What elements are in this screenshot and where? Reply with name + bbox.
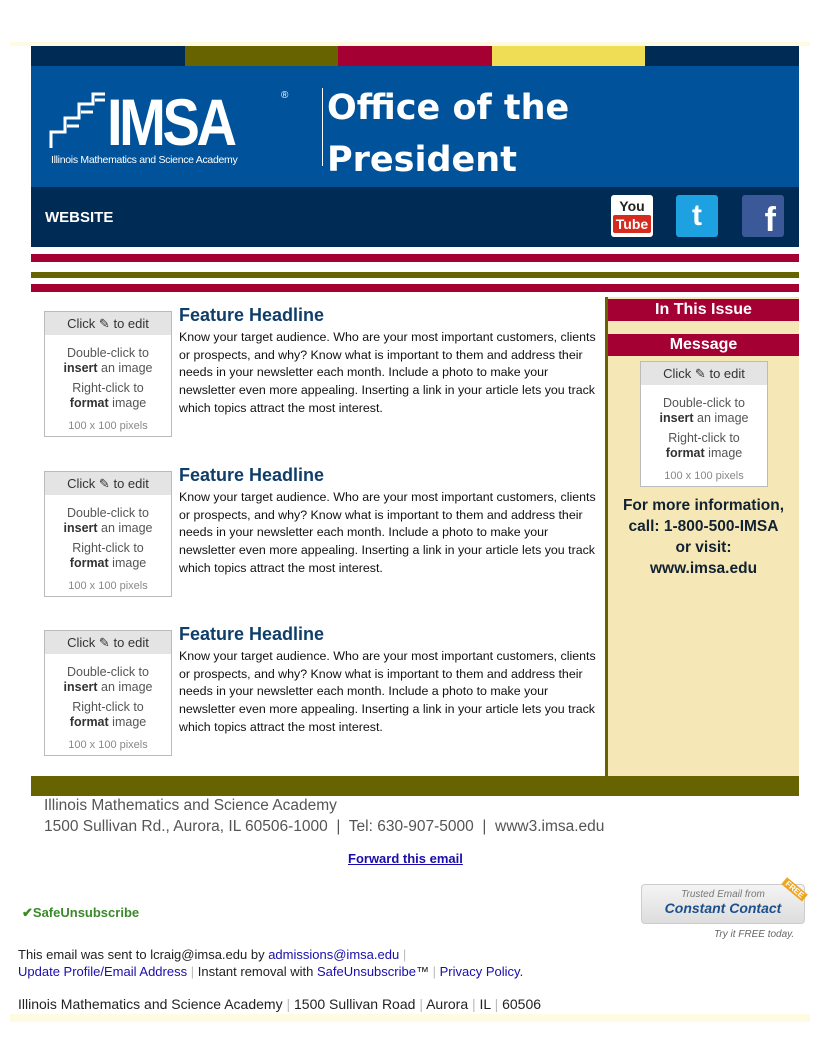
imsa-logo: IMSA ® Illinois Mathematics and Science Academy	[51, 85, 289, 166]
update-profile-link[interactable]: Update Profile/Email Address	[18, 964, 188, 979]
article	[31, 616, 605, 766]
article-headline: Feature Headline	[179, 624, 325, 644]
facebook-icon[interactable]: f	[742, 195, 784, 237]
website-link[interactable]: WEBSITE	[45, 209, 114, 226]
article	[31, 457, 605, 607]
image-placeholder[interactable]: Click ✎ to edit Double-click to insert an image Right-click to format image 100 x 100 pixels	[44, 471, 172, 597]
image-placeholder[interactable]: Click ✎ to edit Double-click to insert an image Right-click to format image 100 x 100 pixels	[44, 630, 172, 756]
header-banner	[31, 66, 799, 187]
postal-address: Illinois Mathematics and Science Academy | 1500 Sullivan Road | Aurora | IL | 60506	[18, 996, 542, 1012]
safeunsubscribe-link[interactable]: SafeUnsubscribe	[316, 964, 416, 979]
twitter-icon[interactable]: t	[676, 195, 718, 237]
divider-stripe	[31, 272, 799, 278]
constant-contact-badge[interactable]: Trusted Email from Constant Contact FREE	[641, 884, 805, 924]
article-body: Know your target audience. Who are your most important customers, clients or prospects, and why? Know what is important to them and address their needs in your newsletter each month. Include a photo to make your newsletter even more appealing. Inserting a link in your article lets you track which topics attract the most interest.	[179, 490, 596, 575]
check-icon: ✔	[22, 905, 33, 920]
edit-icon: ✎	[98, 635, 110, 650]
divider-stripe	[31, 284, 799, 292]
sidebar	[605, 297, 799, 776]
youtube-icon[interactable]: You Tube	[611, 195, 653, 237]
contact-info: For more information, call: 1-800-500-IMSA or visit: www.imsa.edu	[622, 497, 785, 577]
divider	[322, 88, 323, 166]
edit-icon: ✎	[98, 316, 110, 331]
forward-email-link[interactable]: Forward this email	[348, 851, 463, 866]
article-body: Know your target audience. Who are your most important customers, clients or prospects, and why? Know what is important to them and address their needs in your newsletter each month. Include a photo to make your newsletter even more appealing. Inserting a link in your article lets you track which topics attract the most interest.	[179, 330, 596, 415]
article-headline: Feature Headline	[179, 465, 325, 485]
website-link[interactable]: www3.imsa.edu	[495, 818, 605, 835]
cc-try-free[interactable]: Try it FREE today.	[714, 929, 795, 940]
safeunsubscribe-logo: ✔SafeUnsubscribe	[22, 905, 140, 920]
nav-bar	[31, 187, 799, 247]
edit-icon: ✎	[98, 476, 110, 491]
image-placeholder[interactable]: Click ✎ to edit Double-click to insert an image Right-click to format image 100 x 100 pixels	[44, 311, 172, 437]
in-this-issue-heading: In This Issue	[608, 299, 799, 321]
sent-to-line: This email was sent to lcraig@imsa.edu by admissions@imsa.edu |	[18, 947, 407, 962]
color-stripes	[31, 46, 799, 66]
divider-stripe	[31, 254, 799, 262]
steps-icon	[49, 92, 107, 150]
footer-address-line: 1500 Sullivan Rd., Aurora, IL 60506-1000 | Tel: 630-907-5000 | www3.imsa.edu	[44, 818, 605, 835]
footer-org: Illinois Mathematics and Science Academy	[44, 797, 337, 814]
image-placeholder[interactable]: Click ✎ to edit Double-click to insert an image Right-click to format image 100 x 100 pixels	[640, 361, 768, 487]
edit-icon: ✎	[694, 366, 706, 381]
article-headline: Feature Headline	[179, 305, 325, 325]
page-title: Office of the President	[327, 88, 570, 180]
footer-bar	[31, 776, 799, 796]
message-heading: Message	[608, 334, 799, 356]
article-body: Know your target audience. Who are your most important customers, clients or prospects, and why? Know what is important to them and address their needs in your newsletter each month. Include a photo to make your newsletter even more appealing. Inserting a link in your article lets you track which topics attract the most interest.	[179, 649, 596, 734]
profile-line: Update Profile/Email Address | Instant removal with SafeUnsubscribe™ | Privacy Policy.	[18, 964, 524, 979]
article	[31, 297, 605, 447]
main-content	[31, 297, 605, 776]
privacy-policy-link[interactable]: Privacy Policy	[439, 964, 520, 979]
sender-email-link[interactable]: admissions@imsa.edu	[268, 947, 400, 962]
